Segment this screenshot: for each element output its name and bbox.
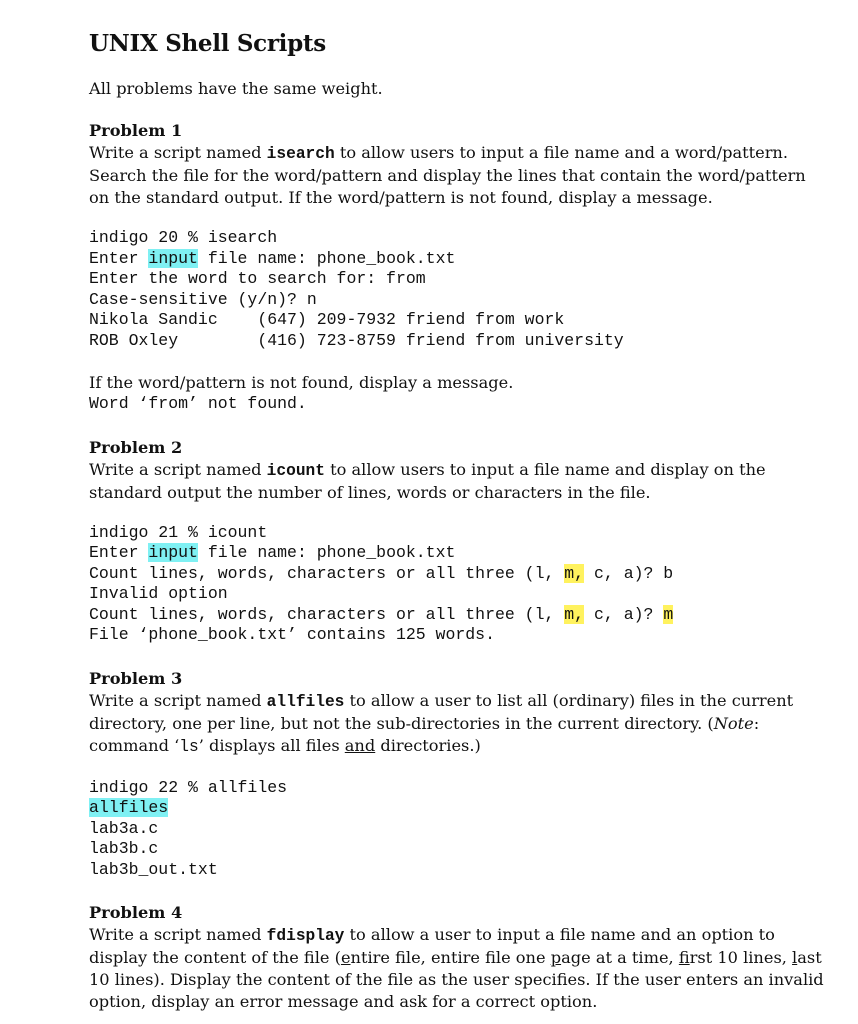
code-line: lab3a.c <box>89 818 159 838</box>
command-name: fdisplay <box>266 927 345 945</box>
problem-1-description: Write a script named isearch to allow users to input a file name and a word/pattern. Search the file for the word/pattern and display the lines that contain the word/pattern on the standard output. If the word/pattern is not found, display a message. <box>89 143 806 207</box>
code-line: lab3b_out.txt <box>89 859 218 879</box>
page-title: UNIX Shell Scripts <box>89 30 326 57</box>
intro-text: All problems have the same weight. <box>89 79 383 98</box>
problem-4-description: Write a script named fdisplay to allow a user to input a file name and an option to display the content of the file (entire file, entire file one page at a time, first 10 lines, last 10 lines). Display the content of the file as the user specifies. If the user enters an invalid option, display an error message and ask for a correct option. <box>89 925 824 1011</box>
command-name: icount <box>266 461 325 480</box>
code-line: Count lines, words, characters or all three (l, m, c, a)? m <box>89 604 674 624</box>
code-line: Enter input file name: phone_book.txt <box>89 248 456 268</box>
not-found-code: Word ‘from’ not found. <box>89 394 307 413</box>
code-line: Count lines, words, characters or all three (l, m, c, a)? b <box>89 563 674 583</box>
code-line: Case-sensitive (y/n)? n <box>89 289 317 309</box>
problem-1-heading: Problem 1 <box>89 121 183 140</box>
code-line: Enter the word to search for: from <box>89 269 426 288</box>
code-line: Enter input file name: phone_book.txt <box>89 543 456 562</box>
problem-2-heading: Problem 2 <box>89 437 183 457</box>
code-line: File ‘phone_book.txt’ contains 125 words. <box>89 625 495 644</box>
problem-1-code-block <box>89 228 829 351</box>
problem-3-code-block <box>89 778 829 881</box>
code-line: indigo 20 % isearch <box>89 228 278 247</box>
code-line: Invalid option <box>89 584 228 603</box>
problem-3-heading: Problem 3 <box>89 668 183 688</box>
problem-2-code-block <box>89 523 829 646</box>
code-line: ROB Oxley (416) 723-8759 friend from university <box>89 330 624 350</box>
problem-3-description: Write a script named allfiles to allow a user to list all (ordinary) files in the current directory, one per line, but not the sub-directories in the current directory. (Note: command ‘ls’ displays all files and directories.) <box>89 690 794 756</box>
document-page <box>89 30 829 1013</box>
command-name: isearch <box>266 145 335 163</box>
not-found-text: If the word/pattern is not found, display a message. <box>89 373 514 392</box>
problem-2-description: Write a script named icount to allow users to input a file name and display on the standard output the number of lines, words or characters in the file. <box>89 459 766 502</box>
problem-4-heading: Problem 4 <box>89 903 183 922</box>
code-line: indigo 21 % icount <box>89 522 268 542</box>
command-name: allfiles <box>266 692 345 711</box>
code-line: Nikola Sandic (647) 209-7932 friend from work <box>89 310 565 329</box>
code-line: lab3b.c <box>89 839 159 858</box>
code-line: indigo 22 % allfiles <box>89 777 288 797</box>
code-line: allfiles <box>89 798 169 817</box>
